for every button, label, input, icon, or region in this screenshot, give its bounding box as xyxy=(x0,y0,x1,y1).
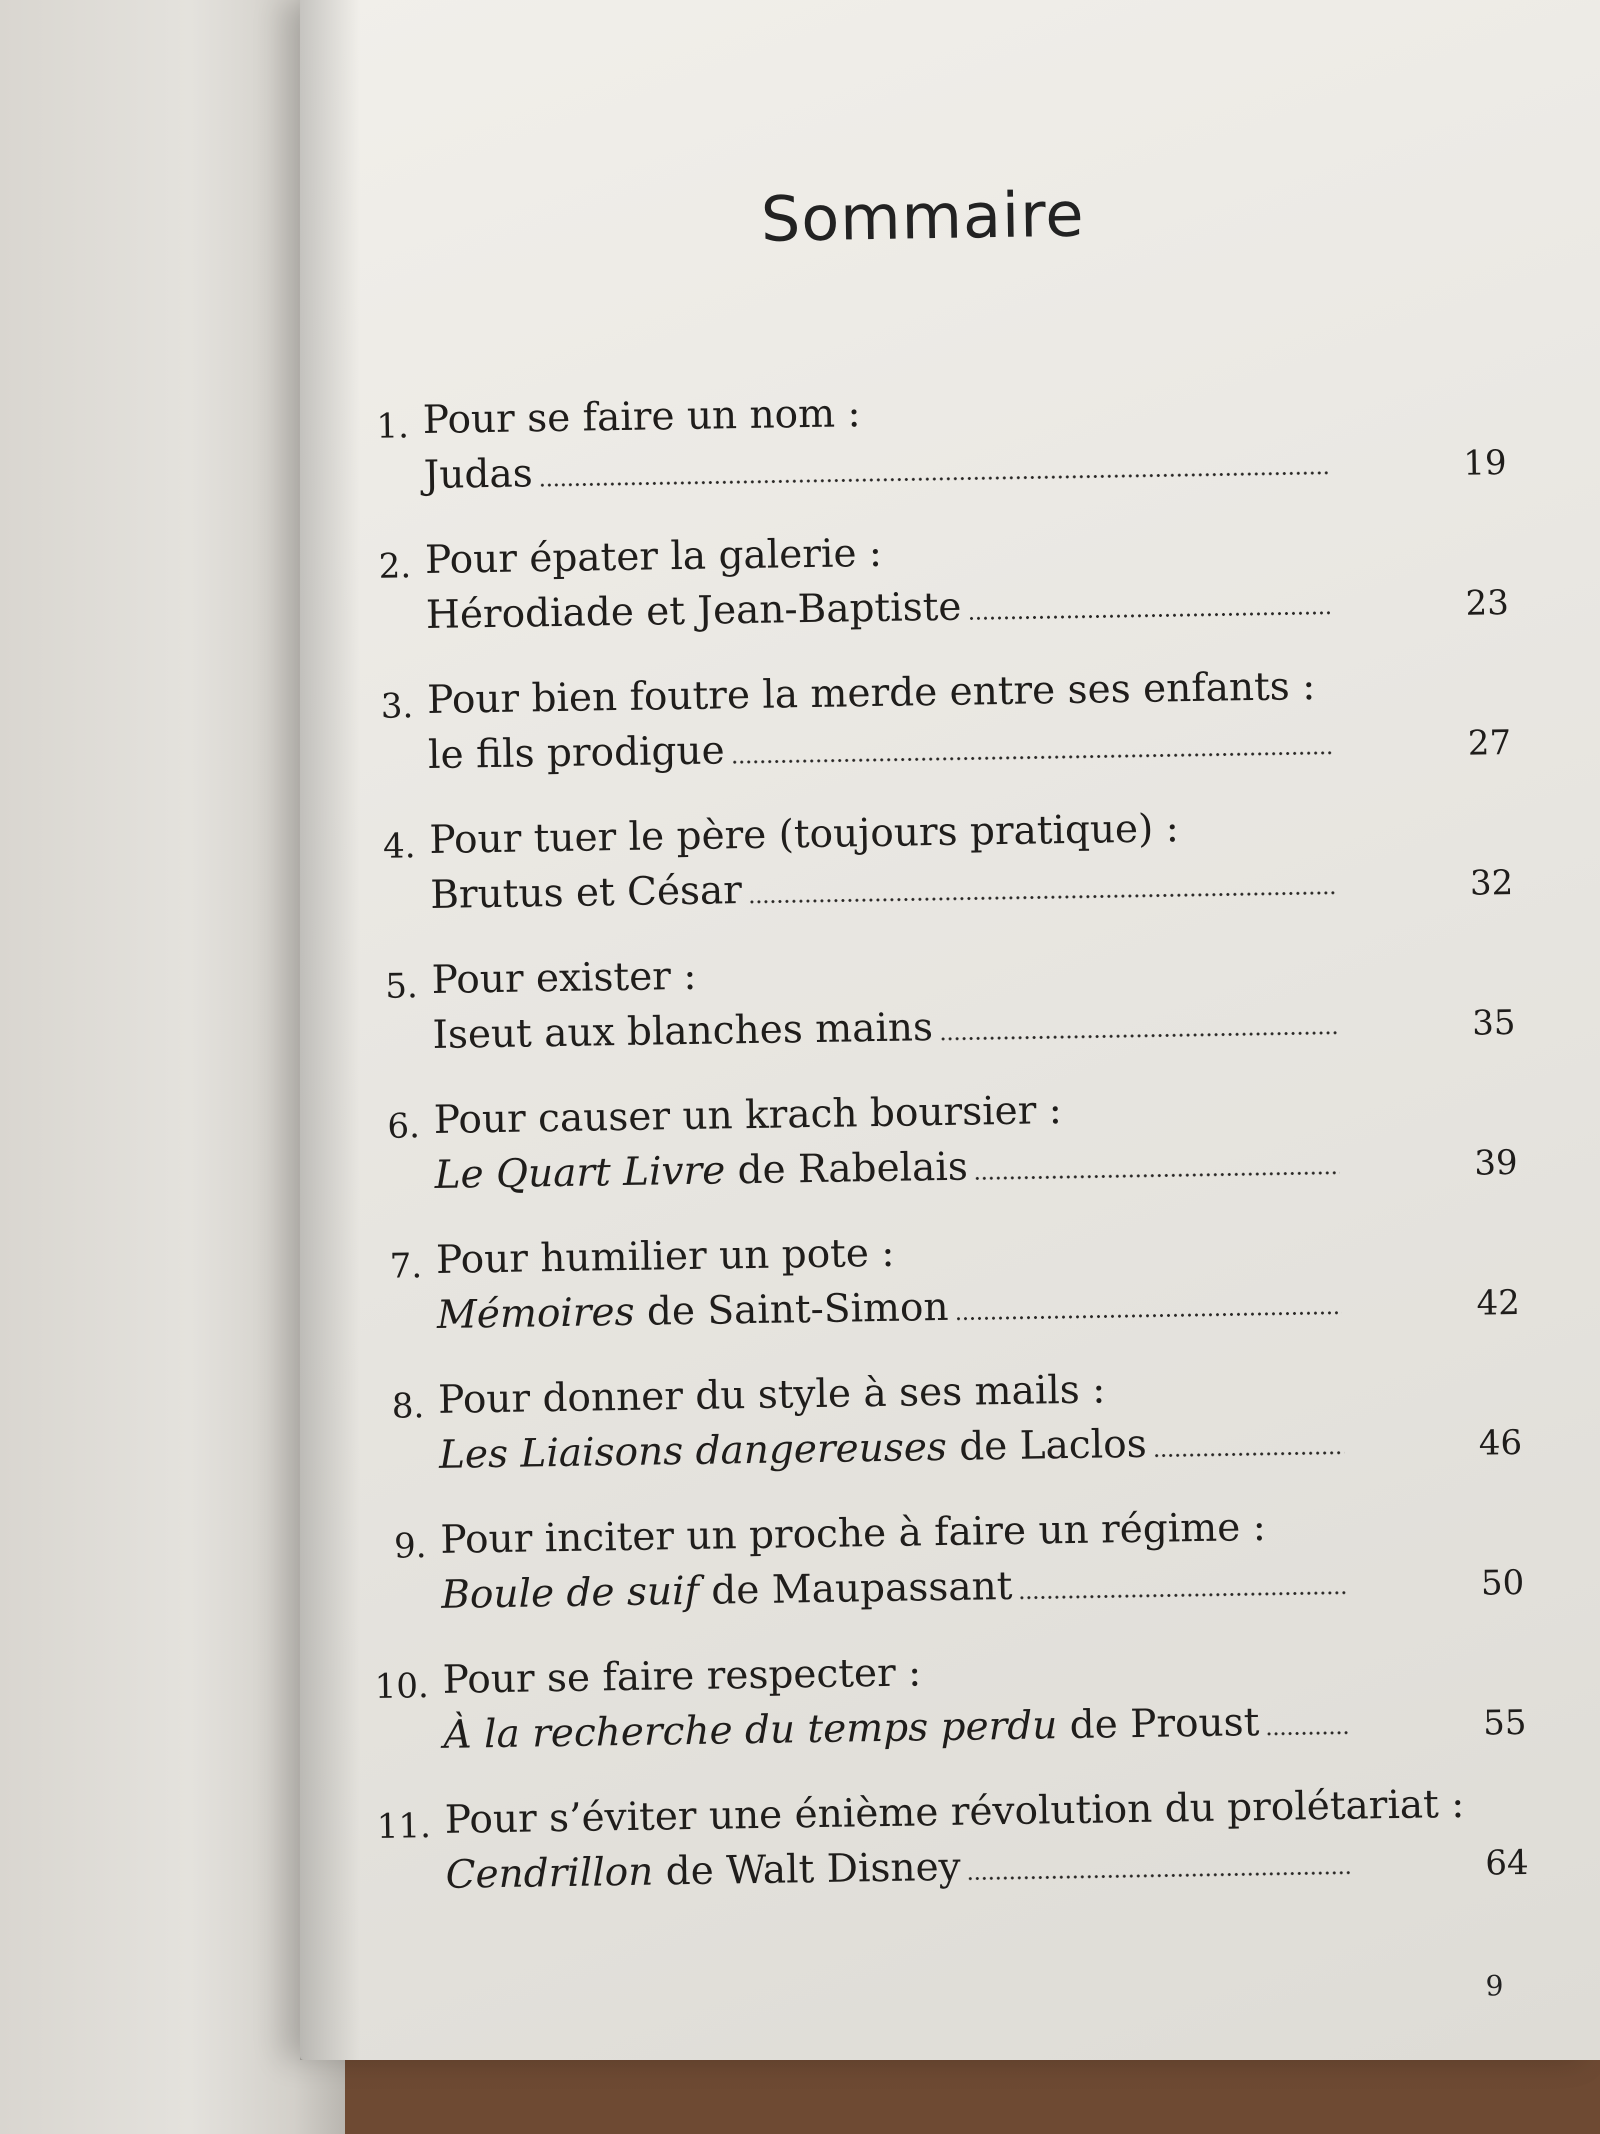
entry-page-number: 35 xyxy=(1471,1002,1516,1044)
entry-number: 8. xyxy=(391,1386,425,1427)
entry-number: 10. xyxy=(374,1666,430,1707)
page-number: 9 xyxy=(1485,1969,1504,2003)
toc-entry xyxy=(343,521,1510,649)
entry-page-number: 64 xyxy=(1485,1842,1529,1884)
entry-heading: Pour causer un krach boursier : xyxy=(433,1088,1063,1143)
entry-page-number: 19 xyxy=(1463,443,1507,484)
dot-leader xyxy=(968,611,1331,621)
entry-heading: Pour se faire respecter : xyxy=(442,1650,922,1703)
entry-subject xyxy=(425,574,1331,638)
toc-entry xyxy=(351,1081,1518,1209)
entry-heading: Pour bien foutre la merde entre ses enfants : xyxy=(426,664,1316,724)
entry-number: 1. xyxy=(376,406,410,447)
entry-work-title: Cendrillon xyxy=(445,1849,654,1898)
entry-subject-text: de Walt Disney xyxy=(652,1844,961,1895)
toc-entry xyxy=(345,661,1512,789)
entry-subject-text: Iseut aux blanches mains xyxy=(432,1005,934,1058)
entry-subject-text: le fils prodigue xyxy=(427,728,725,779)
toc-entry xyxy=(362,1781,1529,1909)
entry-heading: Pour s’éviter une énième révolution du prolétariat : xyxy=(444,1781,1465,1843)
entry-heading: Pour humilier un pote : xyxy=(435,1230,895,1283)
dot-leader xyxy=(539,471,1329,487)
entry-work-title: À la recherche du temps perdu xyxy=(443,1703,1058,1758)
entry-subject-text: de Laclos xyxy=(946,1421,1148,1470)
dot-leader xyxy=(974,1171,1340,1181)
toc-entry xyxy=(358,1501,1525,1629)
entry-subject-text: Brutus et César xyxy=(429,868,743,918)
entry-number: 5. xyxy=(384,966,419,1007)
dot-leader xyxy=(748,891,1335,904)
entry-subject-text: Judas xyxy=(423,451,534,499)
entry-page-number: 32 xyxy=(1469,862,1514,904)
entry-page-number: 23 xyxy=(1465,583,1510,624)
dot-leader xyxy=(939,1031,1337,1041)
entry-number: 3. xyxy=(380,686,414,727)
entry-heading: Pour inciter un proche à faire un régime : xyxy=(440,1504,1267,1563)
entry-subject xyxy=(430,854,1336,918)
entry-number: 9. xyxy=(393,1526,427,1567)
entry-subject-text: de Saint-Simon xyxy=(634,1284,949,1335)
entry-number: 4. xyxy=(382,826,416,867)
entry-subject xyxy=(432,994,1338,1058)
entry-number: 6. xyxy=(387,1106,421,1147)
dot-leader xyxy=(967,1871,1351,1881)
entry-heading: Pour se faire un nom : xyxy=(422,391,861,444)
entry-subject xyxy=(436,1274,1342,1338)
entry-page-number: 27 xyxy=(1467,723,1512,764)
entry-number: 2. xyxy=(378,546,412,587)
entry-subject-text: de Maupassant xyxy=(698,1563,1013,1614)
entry-work-title: Le Quart Livre xyxy=(434,1148,726,1198)
entry-work-title: Les Liaisons dangereuses xyxy=(438,1424,948,1478)
toc-entry xyxy=(356,1361,1523,1489)
entry-subject xyxy=(443,1694,1349,1758)
entry-number: 7. xyxy=(389,1246,423,1287)
toc-entry xyxy=(349,941,1516,1069)
toc-entry xyxy=(347,801,1514,929)
entry-heading: Pour épater la galerie : xyxy=(424,530,883,584)
entry-heading: Pour exister : xyxy=(431,953,697,1003)
entry-work-title: Boule de suif xyxy=(440,1568,700,1618)
entry-page-number: 42 xyxy=(1476,1282,1521,1324)
toc-entry xyxy=(340,381,1507,509)
toc-entry xyxy=(360,1641,1527,1769)
entry-subject xyxy=(441,1554,1347,1618)
entry-page-number: 50 xyxy=(1480,1562,1525,1604)
entry-subject-text: Hérodiade et Jean-Baptiste xyxy=(425,584,962,639)
dot-leader xyxy=(955,1311,1342,1321)
toc-entry xyxy=(354,1221,1521,1349)
entry-subject-text: de Proust xyxy=(1056,1700,1260,1749)
entry-work-title: Mémoires xyxy=(436,1289,635,1338)
entry-subject xyxy=(428,714,1334,778)
entry-heading: Pour donner du style à ses mails : xyxy=(437,1367,1106,1423)
entry-subject xyxy=(445,1834,1351,1898)
dot-leader xyxy=(1019,1591,1347,1600)
entry-subject xyxy=(439,1414,1345,1478)
dot-leader xyxy=(731,751,1333,764)
entry-subject xyxy=(434,1134,1340,1198)
entry-page-number: 46 xyxy=(1478,1422,1523,1464)
entry-subject xyxy=(423,434,1329,498)
dot-leader xyxy=(1153,1451,1344,1458)
dot-leader xyxy=(1265,1731,1348,1736)
entry-number: 11. xyxy=(376,1806,432,1847)
entry-page-number: 55 xyxy=(1482,1702,1527,1744)
entry-subject-text: de Rabelais xyxy=(724,1144,969,1194)
page-title: Sommaire xyxy=(760,177,1086,256)
entry-page-number: 39 xyxy=(1474,1142,1518,1184)
entry-heading: Pour tuer le père (toujours pratique) : xyxy=(429,806,1180,863)
